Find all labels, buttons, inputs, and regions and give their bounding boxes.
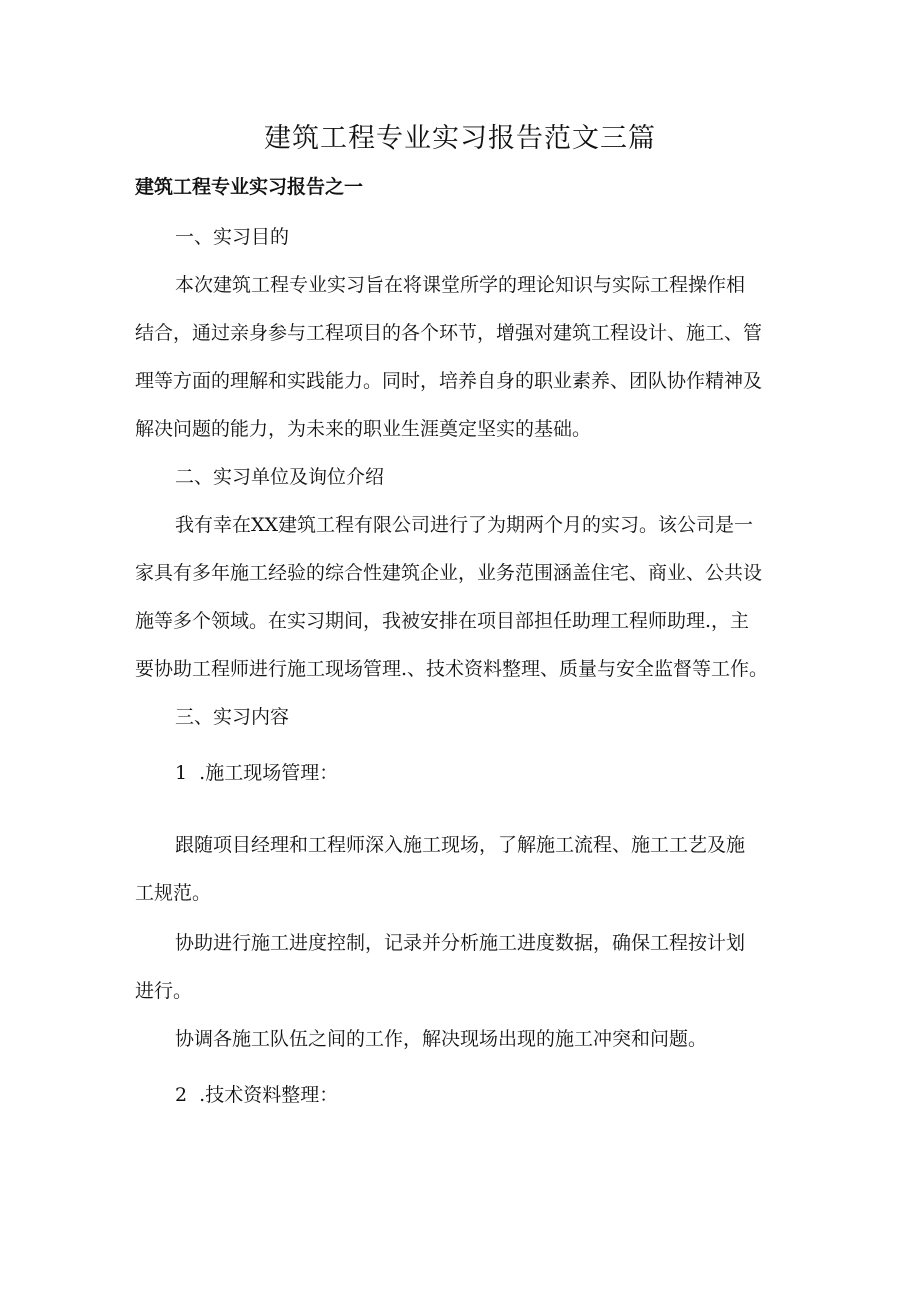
- paragraph-line: 工规范。: [135, 882, 212, 904]
- heading-content: 三、实习内容: [175, 706, 290, 728]
- paragraph-line: 协调各施工队伍之间的工作，解决现场出现的施工冲突和问题。: [175, 1028, 708, 1050]
- paragraph-line: 跟随项目经理和工程师深入施工现场，了解施工流程、施工工艺及施: [175, 834, 746, 856]
- paragraph-line: 理等方面的理解和实践能力。同时，培养自身的职业素养、团队协作精神及: [135, 370, 763, 392]
- paragraph-line: 进行。: [135, 980, 193, 1002]
- heading-purpose: 一、实习目的: [175, 226, 290, 248]
- paragraph-line: 家具有多年施工经验的综合性建筑企业，业务范围涵盖住宅、商业、公共设: [135, 562, 763, 584]
- heading-company: 二、实习单位及询位介绍: [175, 466, 385, 488]
- paragraph-line: 施等多个领域。在实习期间，我被安排在项目部担任助理工程师助理.，主: [135, 610, 750, 632]
- paragraph-line: 要协助工程师进行施工现场管理.、技术资料整理、质量与安全监督等工作。: [135, 658, 769, 680]
- paragraph-line: 协助进行施工进度控制，记录并分析施工进度数据，确保工程按计划: [175, 932, 746, 954]
- list-item-tech-docs: 2 .技术资料整理：: [175, 1084, 339, 1106]
- paragraph-line: 结合，通过亲身参与工程项目的各个环节，增强对建筑工程设计、施工、管: [135, 322, 763, 344]
- paragraph-line: 解决问题的能力，为未来的职业生涯奠定坚实的基础。: [135, 418, 592, 440]
- list-item-site-management: 1 .施工现场管理：: [175, 762, 339, 784]
- document-title: 建筑工程专业实习报告范文三篇: [264, 123, 656, 154]
- section-title: 建筑工程专业实习报告之一: [135, 176, 364, 198]
- paragraph-line: 我有幸在XX建筑工程有限公司进行了为期两个月的实习。该公司是一: [175, 514, 754, 536]
- paragraph-line: 本次建筑工程专业实习旨在将课堂所学的理论知识与实际工程操作相: [175, 274, 746, 296]
